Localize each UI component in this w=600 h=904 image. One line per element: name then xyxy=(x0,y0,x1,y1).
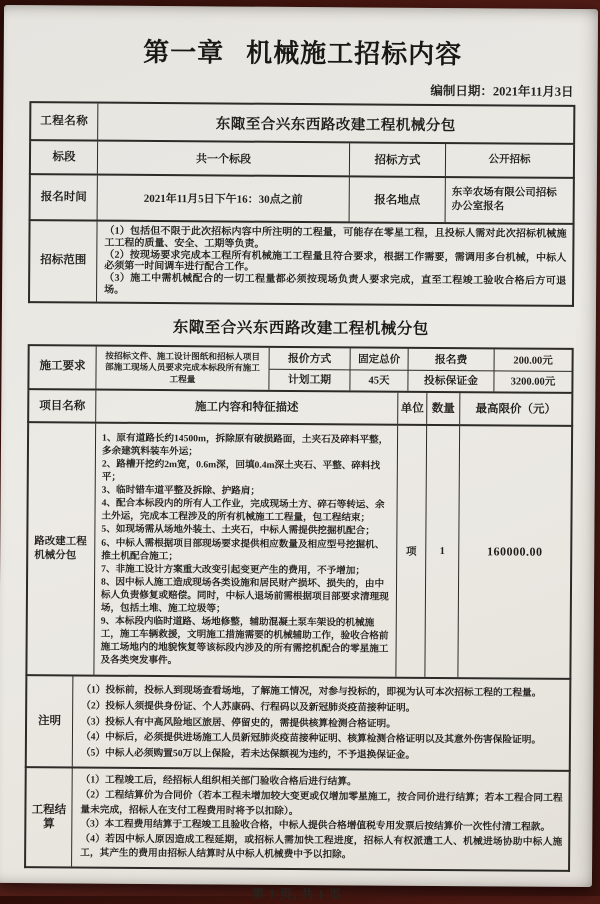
quote-method-label: 报价方式 xyxy=(270,348,350,370)
note-item: （4）中标后，必须提供进场施工人员新冠肺炎疫苗接种证明、核算检测合格证明以及其意外伤害保险证明。 xyxy=(81,730,563,749)
settlement-item: （3）本工程费用结算于工程竣工且验收合格，中标人提供合格增值税专用发票后按结算价一次性付清工程款。 xyxy=(80,818,562,836)
deposit-value: 3200.00元 xyxy=(493,370,571,392)
section-value: 共一个标段 xyxy=(97,142,349,176)
requirement-row xyxy=(27,344,573,394)
project-name-value: 东陬至合兴东西路改建工程机械分包 xyxy=(97,104,573,143)
item-header-row xyxy=(27,390,573,427)
page-title xyxy=(30,31,576,72)
method-value: 公开招标 xyxy=(445,144,573,177)
header-description: 施工内容和特征描述 xyxy=(95,390,397,423)
item-quantity: 1 xyxy=(424,426,459,678)
document-page xyxy=(0,5,598,887)
project-subtitle: 东陬至合兴东西路改建工程机械分包 xyxy=(28,314,574,340)
scope-item: （3）施工中需机械配合的一切工程量都必须按现场负责人要求完成，直至工程竣工验收合格后方可退场。 xyxy=(104,273,566,300)
notes-label: 注明 xyxy=(27,677,73,767)
settlement-item: （1）工程竣工后，经招标人组织相关部门验收合格后进行结算。 xyxy=(81,774,563,792)
project-name-row xyxy=(29,101,575,145)
item-max-price: 160000.00 xyxy=(457,426,571,678)
desc-line: 3、临时错车道平整及拆除、护路肩； xyxy=(102,484,392,499)
time-label: 报名时间 xyxy=(31,175,97,219)
header-unit: 单位 xyxy=(397,392,426,423)
deposit-label: 投标保证金 xyxy=(407,370,493,392)
signup-fee-label: 报名费 xyxy=(408,349,494,371)
project-name-label: 工程名称 xyxy=(31,103,97,139)
header-max-price: 最高限价（元） xyxy=(459,393,571,425)
duration-value: 45天 xyxy=(349,369,407,390)
chapter-number: 第一章 xyxy=(143,38,224,68)
header-item-name: 项目名称 xyxy=(29,390,95,421)
section-label: 标段 xyxy=(31,141,97,173)
info-table xyxy=(28,101,575,307)
desc-line: 1、原有道路长约14500m，拆除原有破损路面，土夹石及碎料平整，多余建筑料装车外运； xyxy=(102,431,392,459)
place-label: 报名地点 xyxy=(349,177,445,222)
signup-fee-value: 200.00元 xyxy=(494,349,572,371)
desc-line: 5、如现场需从场地外装土、土夹石，中标人需提供挖掘机配合； xyxy=(101,523,391,538)
note-item: （3）投标人有中高风险地区旅居、停留史的，需提供核算检测合格证明。 xyxy=(81,714,563,733)
scope-item: （1）包括但不限于此次招标内容中所注明的工程量，可能存在零星工程，且投标人需对此次招标机械施工工程的质量、安全、工期等负责。 xyxy=(104,226,566,253)
time-value: 2021年11月5日下午16：30点之前 xyxy=(97,176,349,222)
page-number: 第 1 页, 共 1 页 xyxy=(24,883,570,904)
settlement-item: （2）工程结算价为合同价（若本工程未增加较大变更或仅增加零星施工，按合同价进行结算；若本工程合同工程量未完成，招标人在支付工程费用时将予以扣除）。 xyxy=(80,789,562,822)
notes-row xyxy=(25,677,572,773)
item-row xyxy=(25,423,573,680)
note-item: （5）中标人必须购置50万以上保险，若未达保额视为违约，不予退换保证金。 xyxy=(81,745,563,764)
desc-line: 2、路槽开挖约2m宽，0.6m深，回填0.4m深土夹石、平整、碎料找平； xyxy=(102,458,392,486)
desc-line: 6、中标人需根据项目部现场要求提供相应数量及相应型号挖掘机、推土机配合施工； xyxy=(101,536,391,564)
item-unit: 项 xyxy=(395,425,426,677)
note-item: （1）投标前，投标人到现场查看场地，了解施工情况，对参与投标的，即视为认可本次招标工程的工程量。 xyxy=(81,683,563,702)
method-label: 招标方式 xyxy=(349,143,445,176)
scope-item: （2）按现场要求完成本工程所有机械施工工程量且符合要求，根据工作需要，需调用多台机械，中标人必须第一时间调车进行配合工作。 xyxy=(104,249,566,276)
settlement-text xyxy=(71,769,569,870)
scope-text xyxy=(96,222,573,305)
chapter-title: 机械施工招标内容 xyxy=(246,39,462,70)
scope-label: 招标范围 xyxy=(30,221,97,301)
header-quantity: 数量 xyxy=(426,393,459,424)
duration-label: 计划工期 xyxy=(269,369,349,391)
settlement-row xyxy=(24,769,571,872)
note-item: （2）投标人须提供身份证、个人苏康码、行程码以及新冠肺炎疫苗接种证明。 xyxy=(81,699,563,718)
section-row xyxy=(29,141,575,179)
scope-row xyxy=(28,221,575,307)
bid-table xyxy=(24,344,574,872)
item-description xyxy=(93,423,397,677)
settlement-label: 工程结算 xyxy=(26,769,72,867)
quote-method-value: 固定总价 xyxy=(350,348,408,369)
requirement-text: 按招标文件、施工设计图纸和招标人项目部施工现场人员要求完成本标段所有施工工程量 xyxy=(95,346,268,389)
requirement-label: 施工要求 xyxy=(29,346,95,388)
registration-row xyxy=(29,175,575,225)
place-value: 东辛农场有限公司招标办公室报名 xyxy=(445,178,573,223)
desc-line: 4、配合本标段内的所有人工作业，完成现场土方、碎石等转运、余土外运，完成本工程涉及的所有机械施工工程量，包工程结束； xyxy=(101,497,391,525)
desc-line: 7、非施工设计方案重大改变引起变更产生的费用，不予增加； xyxy=(101,562,391,577)
bid-terms-grid xyxy=(268,348,571,392)
compile-date: 编制日期：2021年11月3日 xyxy=(29,78,573,100)
settlement-item: （4）若因中标人原因造成工程延期，或招标人需加快工程进度，招标人有权派遣工人、机械进场协助中标人施工，其产生的费用由招标人结算时从中标人机械费中予以扣除。 xyxy=(80,832,562,865)
desc-line: 9、本标段内临时道路、场地修整，辅助混凝土泵车架设的机械施工，施工车辆救援，文明施工措施需要的机械辅助工作，验收合格前施工场地内的地貌恢复等该标段内涉及的所有需挖机配合的零星施工及各类突发事件。 xyxy=(100,615,390,669)
notes-text xyxy=(72,677,570,770)
desc-line: 8、因中标人施工造成现场各类设施和居民财产损坏、损失的，由中标人负责修复或赔偿。同时，中标人退场前需根据项目部要求清理现场，包括土堆、施工垃圾等； xyxy=(101,575,391,616)
item-name: 路改建工程机械分包 xyxy=(27,423,95,675)
